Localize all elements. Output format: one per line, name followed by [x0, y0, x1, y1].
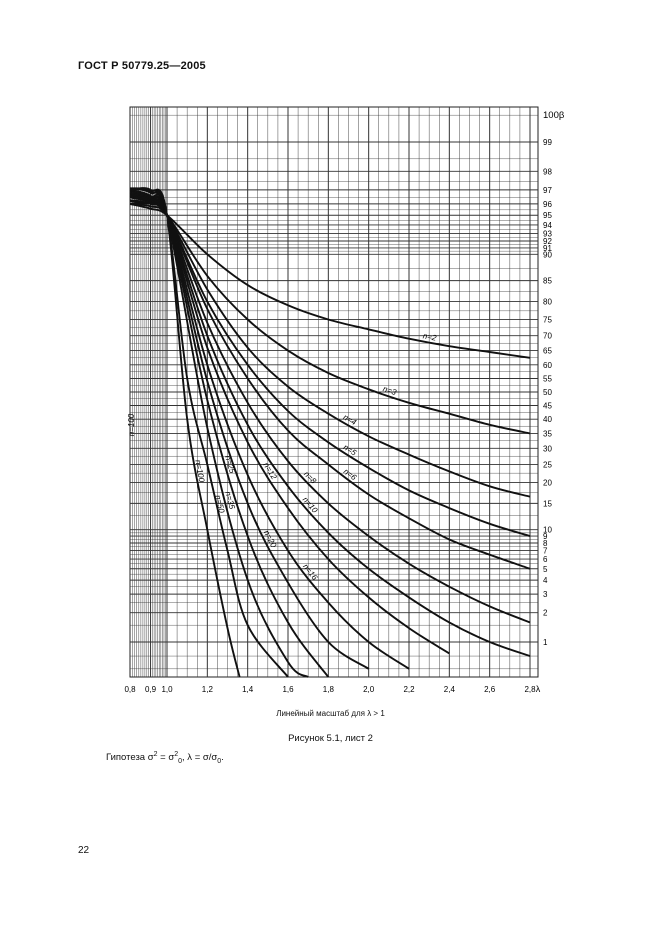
y-tick-label: 90 — [543, 250, 552, 260]
curve-n=20 — [130, 191, 369, 668]
chart-labels — [124, 110, 564, 694]
page-number: 22 — [78, 845, 90, 856]
series-label: n=12 — [261, 460, 279, 481]
series-label: n=3 — [381, 384, 398, 398]
series-label: n=25 — [223, 454, 237, 475]
y-tick-label: 94 — [543, 220, 552, 230]
y-tick-label: 25 — [543, 460, 552, 470]
y-tick-label: 85 — [543, 276, 552, 286]
y-tick-label: 97 — [543, 185, 552, 195]
y-tick-label: 30 — [543, 444, 552, 454]
x-axis-label: λ — [535, 684, 541, 694]
y-tick-label: 15 — [543, 499, 552, 509]
y-tick-label: 4 — [543, 576, 548, 586]
x-tick-label: 2,0 — [363, 685, 375, 694]
series-label: n=6 — [341, 466, 359, 483]
y-tick-label: 75 — [543, 315, 552, 325]
left-branch-label: n=100 — [127, 413, 136, 437]
hypothesis-text: Гипотеза $\sigma^2 = \sigma^2_0$, $\lambda = \sigma/\sigma_0$. — [106, 751, 224, 766]
x-tick-label: 1,0 — [161, 685, 173, 694]
x-tick-label: 0,8 — [124, 685, 136, 694]
series-label: n=16 — [301, 562, 320, 582]
y-tick-label: 8 — [543, 538, 548, 548]
series-label: n=20 — [261, 528, 279, 549]
y-tick-label: 20 — [543, 478, 552, 488]
series-label: n=5 — [341, 442, 358, 458]
y-tick-label: 65 — [543, 346, 552, 356]
x-tick-label: 1,6 — [282, 685, 294, 694]
y-tick-label: 40 — [543, 415, 552, 425]
y-tick-label: 91 — [543, 243, 552, 253]
y-tick-label: 92 — [543, 237, 552, 247]
y-tick-label: 5 — [543, 564, 548, 574]
curve-n=6 — [130, 200, 530, 569]
y-tick-label: 3 — [543, 590, 548, 600]
y-tick-label: 1 — [543, 637, 548, 647]
y-tick-label: 7 — [543, 546, 548, 556]
y-tick-label: 95 — [543, 211, 552, 221]
chart-grid — [130, 107, 538, 677]
y-tick-label: 2 — [543, 608, 548, 618]
chart-curves — [130, 188, 530, 677]
y-tick-label: 96 — [543, 199, 552, 209]
series-label: n=50 — [213, 494, 227, 514]
x-tick-label: 2,6 — [484, 685, 496, 694]
y-tick-label: 80 — [543, 297, 552, 307]
y-tick-label: 45 — [543, 401, 552, 411]
y-tick-label: 6 — [543, 555, 548, 565]
y-tick-label: 35 — [543, 429, 552, 439]
y-tick-label: 98 — [543, 167, 552, 177]
series-label: n=35 — [223, 490, 237, 511]
series-label: n=4 — [341, 412, 358, 428]
x-tick-label: 1,4 — [242, 685, 254, 694]
curve-n=35 — [130, 188, 308, 677]
document-header: ГОСТ Р 50779.25—2005 — [78, 60, 206, 72]
y-tick-label: 50 — [543, 388, 552, 397]
series-label: n=8 — [302, 469, 318, 486]
x-tick-label: 0,9 — [144, 685, 157, 694]
series-label: n=2 — [422, 331, 438, 343]
y-tick-label: 55 — [543, 374, 552, 384]
y-tick-label: 99 — [543, 138, 552, 148]
x-tick-label: 2,2 — [403, 685, 415, 694]
x-tick-label: 1,2 — [201, 685, 213, 694]
y-tick-label: 60 — [543, 360, 552, 370]
figure-caption: Рисунок 5.1, лист 2 — [288, 733, 373, 744]
series-label: n=10 — [300, 495, 320, 515]
y-tick-label: 93 — [543, 229, 552, 239]
y-tick-label: 9 — [543, 532, 548, 542]
x-tick-label: 1,8 — [322, 685, 334, 694]
x-tick-label: 2,4 — [443, 685, 455, 694]
x-tick-label: 2,8 — [524, 685, 536, 694]
y-axis-label: 100β — [543, 110, 565, 121]
x-axis-caption: Линейный масштаб для λ > 1 — [276, 709, 385, 718]
y-tick-label: 70 — [543, 331, 552, 341]
y-tick-label: 10 — [543, 525, 552, 535]
series-label: n=100 — [193, 459, 207, 483]
